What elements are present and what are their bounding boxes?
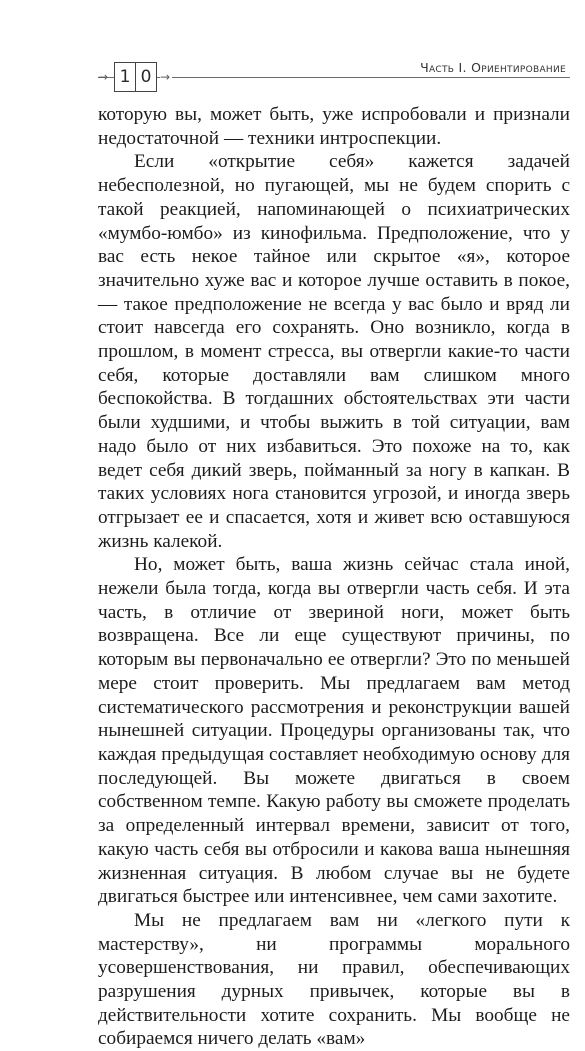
paragraph: Но, может быть, ваша жизнь сейчас стала иной, нежели была тогда, когда вы отвергли часть себя. И эта часть, в отличие от звериной ноги, может быть возвращена. Все ли еще существуют причины, по которым вы первоначально ее отвергли? Это по меньшей мере стоит проверить. Мы предлагаем вам метод систематического рассмотрения и реконструкции вашей нынешней ситуации. Процедуры организованы так, что каждая предыдущая составляет необходимую основу для последующей. Вы можете двигаться в своем собственном темпе. Какую работу вы сможете проделать за определенный интервал времени, зависит от того, какую часть себя вы отбросили и какова ваша нынешняя жизненная ситуация. В любом случае вы не будете двигаться быстрее или интенсивнее, чем сами захотите.	[98, 554, 570, 908]
page-number-digit: 0	[136, 62, 157, 92]
paragraph: Мы не предлагаем вам ни «легкого пути к мастерству», ни программы морального усовершенствования, ни правил, обеспечивающих разрушения дурных привычек, которые вы в действительности хотите сохранить. Мы вообще не собираемся ничего делать «вам»	[98, 909, 570, 1050]
page-number-digit: 1	[114, 62, 136, 92]
page-header	[98, 60, 568, 94]
arrow-right-icon: →	[98, 70, 109, 84]
page-number	[114, 62, 157, 92]
paragraph: Если «открытие себя» кажется задачей небесполезной, но пугающей, мы не будем спорить с такой реакцией, напоминающей о психиатрических «мумбо-юмбо» из кинофильма. Предположение, что у вас есть некое тайное или скрытое «я», которое значительно хуже вас и которое лучше оставить в покое, — такое предположение не всегда у вас было и вряд ли стоит навсегда его сохранять. Оно возникло, когда в прошлом, в момент стресса, вы отвергли какие-то части себя, которые доставляли вам слишком много беспокойства. В тогдашних обстоятельствах эти части были худшими, и чтобы выжить в той ситуации, вам надо было от них избавиться. Это похоже на то, как ведет себя дикий зверь, пойманный за ногу в капкан. В таких условиях нога становится угрозой, и иногда зверь отгрызает ее и спасается, хотя и живет всю оставшуюся жизнь калекой.	[98, 151, 570, 552]
running-head: Часть I. Ориентирование	[414, 60, 566, 75]
body-text	[98, 103, 570, 1051]
arrow-right-icon: →	[160, 70, 171, 84]
paragraph: которую вы, может быть, уже испробовали и признали недостаточной — техники интроспекции.	[98, 104, 570, 149]
